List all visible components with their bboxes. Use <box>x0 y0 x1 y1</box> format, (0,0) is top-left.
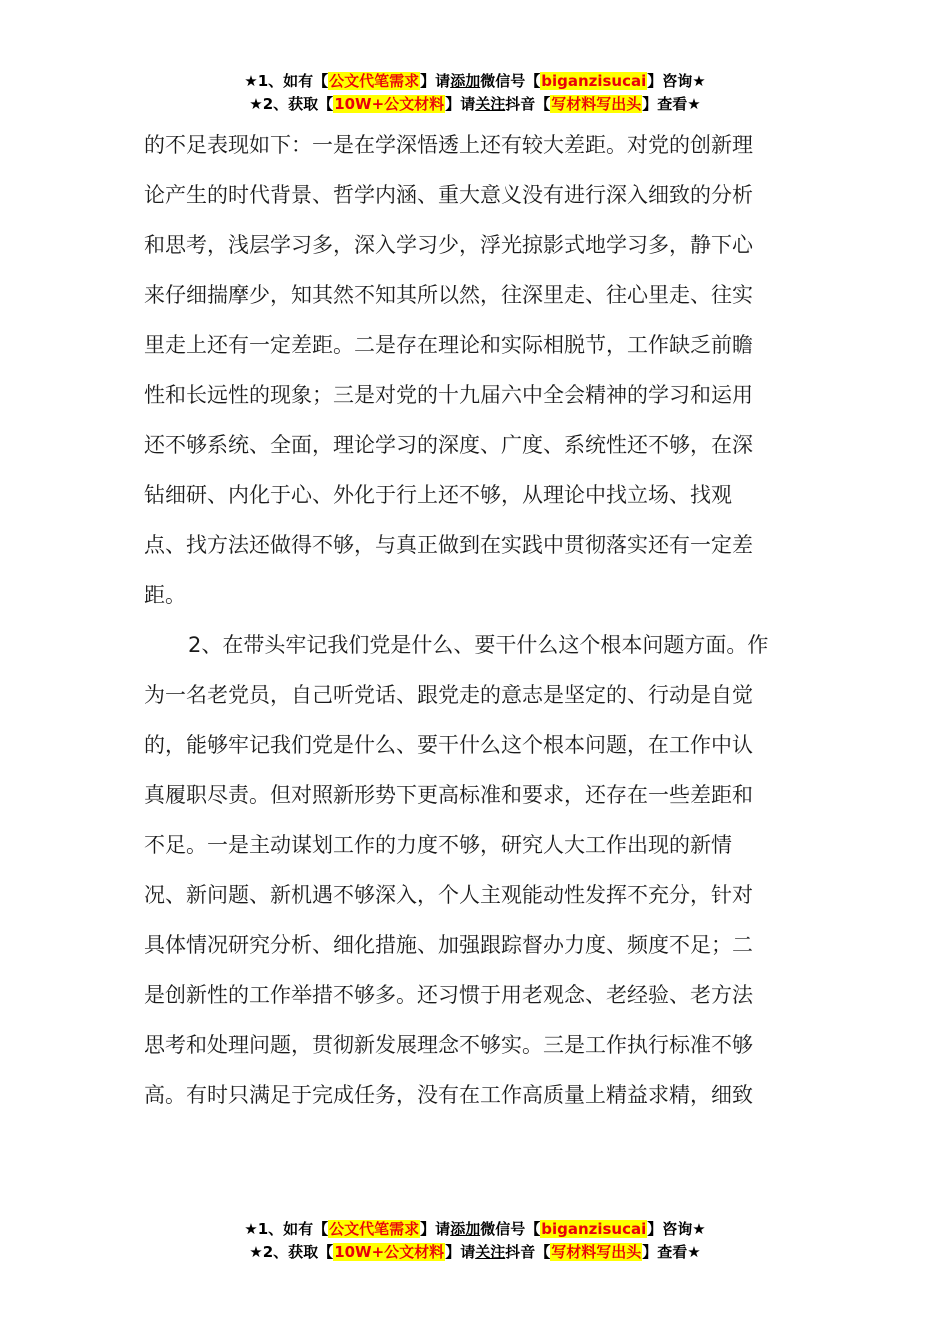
footer-line-1 <box>0 1218 950 1241</box>
header-line-1 <box>0 70 950 93</box>
paragraph-2-first-line: 2、在带头牢记我们党是什么、要干什么这个根本问题方面。作 <box>188 633 769 657</box>
body-line: 思考和处理问题，贯彻新发展理念不够实。三是工作执行标准不够 <box>144 1033 753 1057</box>
footer-line-1-prefix: ★1、如有【 <box>244 1220 329 1238</box>
body-line: 真履职尽责。但对照新形势下更高标准和要求，还存在一些差距和 <box>144 783 753 807</box>
footer-underline-follow: 关注 <box>475 1243 506 1261</box>
header-line-1-text: 】请 <box>420 72 451 90</box>
footer-highlight-douyin-account: 写材料写出头 <box>551 1243 642 1261</box>
body-line: 的，能够牢记我们党是什么、要干什么这个根本问题，在工作中认 <box>144 733 753 757</box>
footer-line-2 <box>0 1241 950 1264</box>
header-line-2-suffix: 】查看★ <box>642 95 701 113</box>
body-line: 和思考，浅层学习多，深入学习少，浮光掠影式地学习多，静下心 <box>144 233 753 257</box>
body-line: 不足。一是主动谋划工作的力度不够，研究人大工作出现的新情 <box>144 833 732 857</box>
body-line: 为一名老党员，自己听党话、跟党走的意志是坚定的、行动是自觉 <box>144 683 753 707</box>
body-line: 里走上还有一定差距。二是存在理论和实际相脱节，工作缺乏前瞻 <box>144 333 753 357</box>
header-line-2-prefix: ★2、获取【 <box>249 95 334 113</box>
footer-highlight-wechat-id: biganzisucai <box>541 1220 647 1238</box>
body-line: 来仔细揣摩少，知其然不知其所以然，往深里走、往心里走、往实 <box>144 283 753 307</box>
footer-line-2-suffix: 】查看★ <box>642 1243 701 1261</box>
body-line: 高。有时只满足于完成任务，没有在工作高质量上精益求精，细致 <box>144 1083 753 1107</box>
header-line-1-prefix: ★1、如有【 <box>244 72 329 90</box>
body-line: 论产生的时代背景、哲学内涵、重大意义没有进行深入细致的分析 <box>144 183 753 207</box>
header-banner <box>0 70 950 116</box>
footer-line-2-text: 】请 <box>445 1243 476 1261</box>
header-underline-follow: 关注 <box>475 95 506 113</box>
header-highlight-wechat-id: biganzisucai <box>541 72 647 90</box>
footer-highlight-writing-service: 公文代笔需求 <box>329 1220 420 1238</box>
footer-highlight-materials: 10W+公文材料 <box>334 1243 445 1261</box>
header-line-2-text: 】请 <box>445 95 476 113</box>
body-line: 点、找方法还做得不够，与真正做到在实践中贯彻落实还有一定差 <box>144 533 753 557</box>
body-line: 是创新性的工作举措不够多。还习惯于用老观念、老经验、老方法 <box>144 983 753 1007</box>
header-line-2-text-2: 抖音【 <box>505 95 551 113</box>
footer-line-2-prefix: ★2、获取【 <box>249 1243 334 1261</box>
footer-line-1-text-2: 微信号【 <box>480 1220 541 1238</box>
footer-underline-add: 添加 <box>450 1220 481 1238</box>
body-line: 还不够系统、全面，理论学习的深度、广度、系统性还不够，在深 <box>144 433 753 457</box>
body-line: 的不足表现如下：一是在学深悟透上还有较大差距。对党的创新理 <box>144 133 753 157</box>
body-line: 性和长远性的现象；三是对党的十九届六中全会精神的学习和运用 <box>144 383 753 407</box>
footer-line-1-suffix: 】咨询★ <box>647 1220 706 1238</box>
footer-banner <box>0 1218 950 1264</box>
header-highlight-douyin-account: 写材料写出头 <box>551 95 642 113</box>
header-highlight-writing-service: 公文代笔需求 <box>329 72 420 90</box>
footer-line-2-text-2: 抖音【 <box>505 1243 551 1261</box>
header-line-2 <box>0 93 950 116</box>
header-underline-add: 添加 <box>450 72 481 90</box>
footer-line-1-text: 】请 <box>420 1220 451 1238</box>
body-line: 况、新问题、新机遇不够深入，个人主观能动性发挥不充分，针对 <box>144 883 753 907</box>
body-line: 距。 <box>144 583 186 607</box>
header-line-1-text-2: 微信号【 <box>480 72 541 90</box>
header-line-1-suffix: 】咨询★ <box>647 72 706 90</box>
body-line: 具体情况研究分析、细化措施、加强跟踪督办力度、频度不足；二 <box>144 933 753 957</box>
document-body <box>144 120 806 1120</box>
body-line: 钻细研、内化于心、外化于行上还不够，从理论中找立场、找观 <box>144 483 732 507</box>
header-highlight-materials: 10W+公文材料 <box>334 95 445 113</box>
